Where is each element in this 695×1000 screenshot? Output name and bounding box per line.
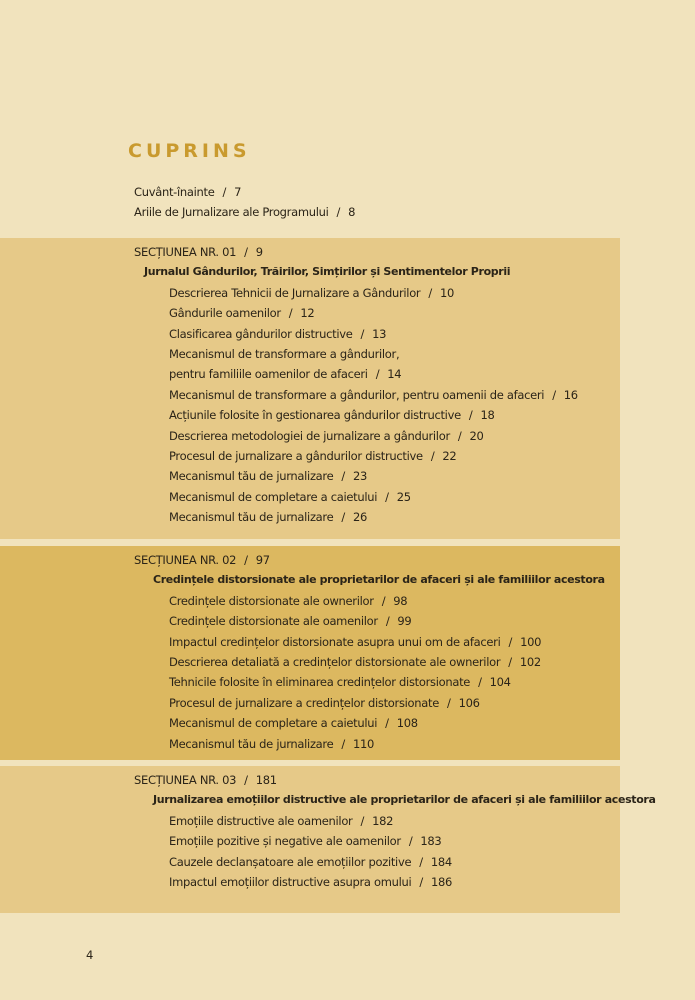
separator: /: [360, 326, 365, 341]
entry-page: 184: [430, 854, 452, 869]
toc-entry[interactable]: [134, 507, 620, 527]
separator: /: [430, 448, 435, 463]
separator: /: [428, 285, 432, 300]
entry-page: 16: [563, 387, 578, 402]
separator: /: [288, 306, 293, 321]
separator: /: [385, 716, 389, 731]
entry-label: Emoțiile pozitive și negative ale oamenilor: [169, 834, 401, 849]
separator: /: [419, 874, 423, 889]
entry-page: 7: [234, 185, 242, 199]
entry-label: Mecanismul de transformare a gândurilor,: [169, 346, 400, 361]
entry-page: 23: [352, 469, 368, 484]
separator: /: [385, 614, 390, 629]
separator: /: [419, 854, 423, 869]
toc-entry[interactable]: [134, 672, 620, 692]
separator: /: [508, 634, 513, 649]
entry-page: 102: [519, 654, 541, 669]
separator: /: [341, 510, 345, 525]
section-01-block: [0, 238, 620, 539]
entry-label: Descrierea detaliată a credințelor distorsionate ale ownerilor: [169, 654, 501, 669]
entry-label: Mecanismul de transformare a gândurilor, pentru oamenii de afaceri: [169, 387, 545, 402]
entry-label: Impactul credințelor distorsionate asupra unui om de afaceri: [169, 634, 501, 649]
section-label-text: SECȚIUNEA NR. 01: [134, 245, 237, 259]
entry-page: 182: [372, 813, 394, 828]
toc-entry[interactable]: [134, 611, 620, 631]
section-page: 97: [255, 553, 270, 567]
entry-page: 106: [458, 695, 480, 710]
entry-label: Procesul de jurnalizare a credințelor distorsionate: [169, 695, 439, 710]
entry-label: Mecanismul tău de jurnalizare: [169, 736, 334, 751]
toc-entry[interactable]: [134, 734, 620, 754]
separator: /: [552, 387, 556, 402]
separator: /: [341, 736, 345, 751]
separator: /: [244, 553, 248, 567]
section-label-text: SECȚIUNEA NR. 02: [134, 553, 237, 567]
separator: /: [457, 428, 462, 443]
entry-page: 14: [387, 367, 402, 382]
separator: /: [447, 695, 451, 710]
toc-entry[interactable]: [134, 303, 620, 323]
section-page: 9: [255, 245, 263, 259]
entry-label: Emoțiile distructive ale oamenilor: [169, 813, 353, 828]
separator: /: [478, 675, 482, 690]
section-label[interactable]: [134, 242, 620, 262]
entry-page: 110: [352, 736, 375, 751]
toc-entry[interactable]: [134, 652, 620, 672]
entry-page: 25: [396, 489, 411, 504]
entry-label: Mecanismul de completare a caietului: [169, 716, 378, 731]
toc-entry[interactable]: [134, 466, 620, 486]
entry-page: 22: [442, 448, 457, 463]
entry-page: 13: [372, 326, 387, 341]
section-label[interactable]: [134, 770, 620, 790]
section-heading[interactable]: Credințele distorsionate ale proprietarilor de afaceri și ale familiilor acestora: [153, 573, 605, 587]
toc-entry[interactable]: [134, 487, 620, 507]
toc-entry[interactable]: [134, 283, 620, 303]
entry-label: Credințele distorsionate ale ownerilor: [169, 593, 374, 608]
separator: /: [375, 367, 380, 382]
entry-label: Descrierea Tehnicii de Jurnalizare a Gândurilor: [169, 285, 421, 300]
entry-label: pentru familiile oamenilor de afaceri: [169, 367, 368, 382]
entry-page: 20: [469, 428, 484, 443]
separator: /: [222, 185, 227, 199]
section-heading[interactable]: Jurnalul Gândurilor, Trăirilor, Simțirilor și Sentimentelor Proprii: [144, 265, 511, 279]
toc-entry[interactable]: [134, 446, 620, 466]
toc-entry[interactable]: [134, 182, 355, 202]
entry-label: Mecanismul tău de jurnalizare: [169, 469, 334, 484]
entry-label: Ariile de Jurnalizare ale Programului: [134, 205, 329, 220]
page-title: CUPRINS: [128, 140, 251, 162]
entry-page: 8: [348, 205, 356, 220]
toc-entry[interactable]: [134, 591, 620, 611]
separator: /: [508, 654, 512, 669]
section-heading[interactable]: Jurnalizarea emoțiilor distructive ale proprietarilor de afaceri și ale familiilor acestora: [153, 793, 656, 807]
entry-label: Impactul emoțiilor distructive asupra omului: [169, 874, 412, 889]
entry-label: Tehnicile folosite în eliminarea credințelor distorsionate: [169, 675, 471, 690]
separator: /: [336, 205, 341, 220]
toc-entry[interactable]: [134, 364, 620, 384]
toc-entry[interactable]: [134, 405, 620, 425]
toc-entry[interactable]: [134, 344, 620, 364]
toc-entry[interactable]: [134, 831, 620, 851]
entry-label: Acțiunile folosite în gestionarea gândurilor distructive: [169, 408, 461, 423]
section-02-block: [0, 546, 620, 760]
entry-page: 104: [489, 675, 511, 690]
toc-entry[interactable]: [134, 811, 620, 831]
separator: /: [468, 408, 473, 423]
entry-label: Descrierea metodologiei de jurnalizare a gândurilor: [169, 428, 450, 443]
separator: /: [244, 773, 248, 787]
entry-page: 99: [397, 614, 412, 629]
page-number: 4: [86, 948, 94, 962]
section-label-text: SECȚIUNEA NR. 03: [134, 773, 237, 787]
entry-label: Gândurile oamenilor: [169, 306, 281, 321]
entry-page: 12: [300, 306, 315, 321]
separator: /: [381, 593, 386, 608]
toc-entry[interactable]: [134, 324, 620, 344]
separator: /: [341, 469, 345, 484]
section-03-block: [0, 766, 656, 913]
intro-list: [134, 182, 355, 223]
toc-entry[interactable]: [134, 852, 620, 872]
entry-page: 98: [393, 593, 408, 608]
entry-label: Cuvânt-înainte: [134, 185, 215, 199]
entry-label: Cauzele declanșatoare ale emoțiilor pozitive: [169, 854, 412, 869]
entry-label: Clasificarea gândurilor distructive: [169, 326, 353, 341]
entry-label: Credințele distorsionate ale oamenilor: [169, 614, 378, 629]
entry-page: 100: [520, 634, 542, 649]
entry-page: 10: [439, 285, 454, 300]
separator: /: [244, 245, 248, 259]
entry-page: 183: [420, 834, 442, 849]
toc-entry[interactable]: [134, 385, 620, 405]
entry-page: 186: [430, 874, 453, 889]
entry-label: Procesul de jurnalizare a gândurilor distructive: [169, 448, 423, 463]
toc-entry[interactable]: [134, 693, 620, 713]
entry-label: Mecanismul de completare a caietului: [169, 489, 378, 504]
separator: /: [408, 834, 413, 849]
entry-page: 18: [480, 408, 495, 423]
toc-entry[interactable]: [134, 713, 620, 733]
entry-label: Mecanismul tău de jurnalizare: [169, 510, 334, 525]
separator: /: [360, 813, 365, 828]
entry-page: 26: [352, 510, 368, 525]
toc-entry[interactable]: [134, 426, 620, 446]
toc-entry[interactable]: [134, 872, 620, 892]
section-page: 181: [255, 773, 277, 787]
toc-entry[interactable]: [134, 632, 620, 652]
section-label[interactable]: [134, 550, 620, 570]
entry-page: 108: [396, 716, 418, 731]
toc-entry[interactable]: [134, 202, 355, 222]
separator: /: [385, 489, 389, 504]
